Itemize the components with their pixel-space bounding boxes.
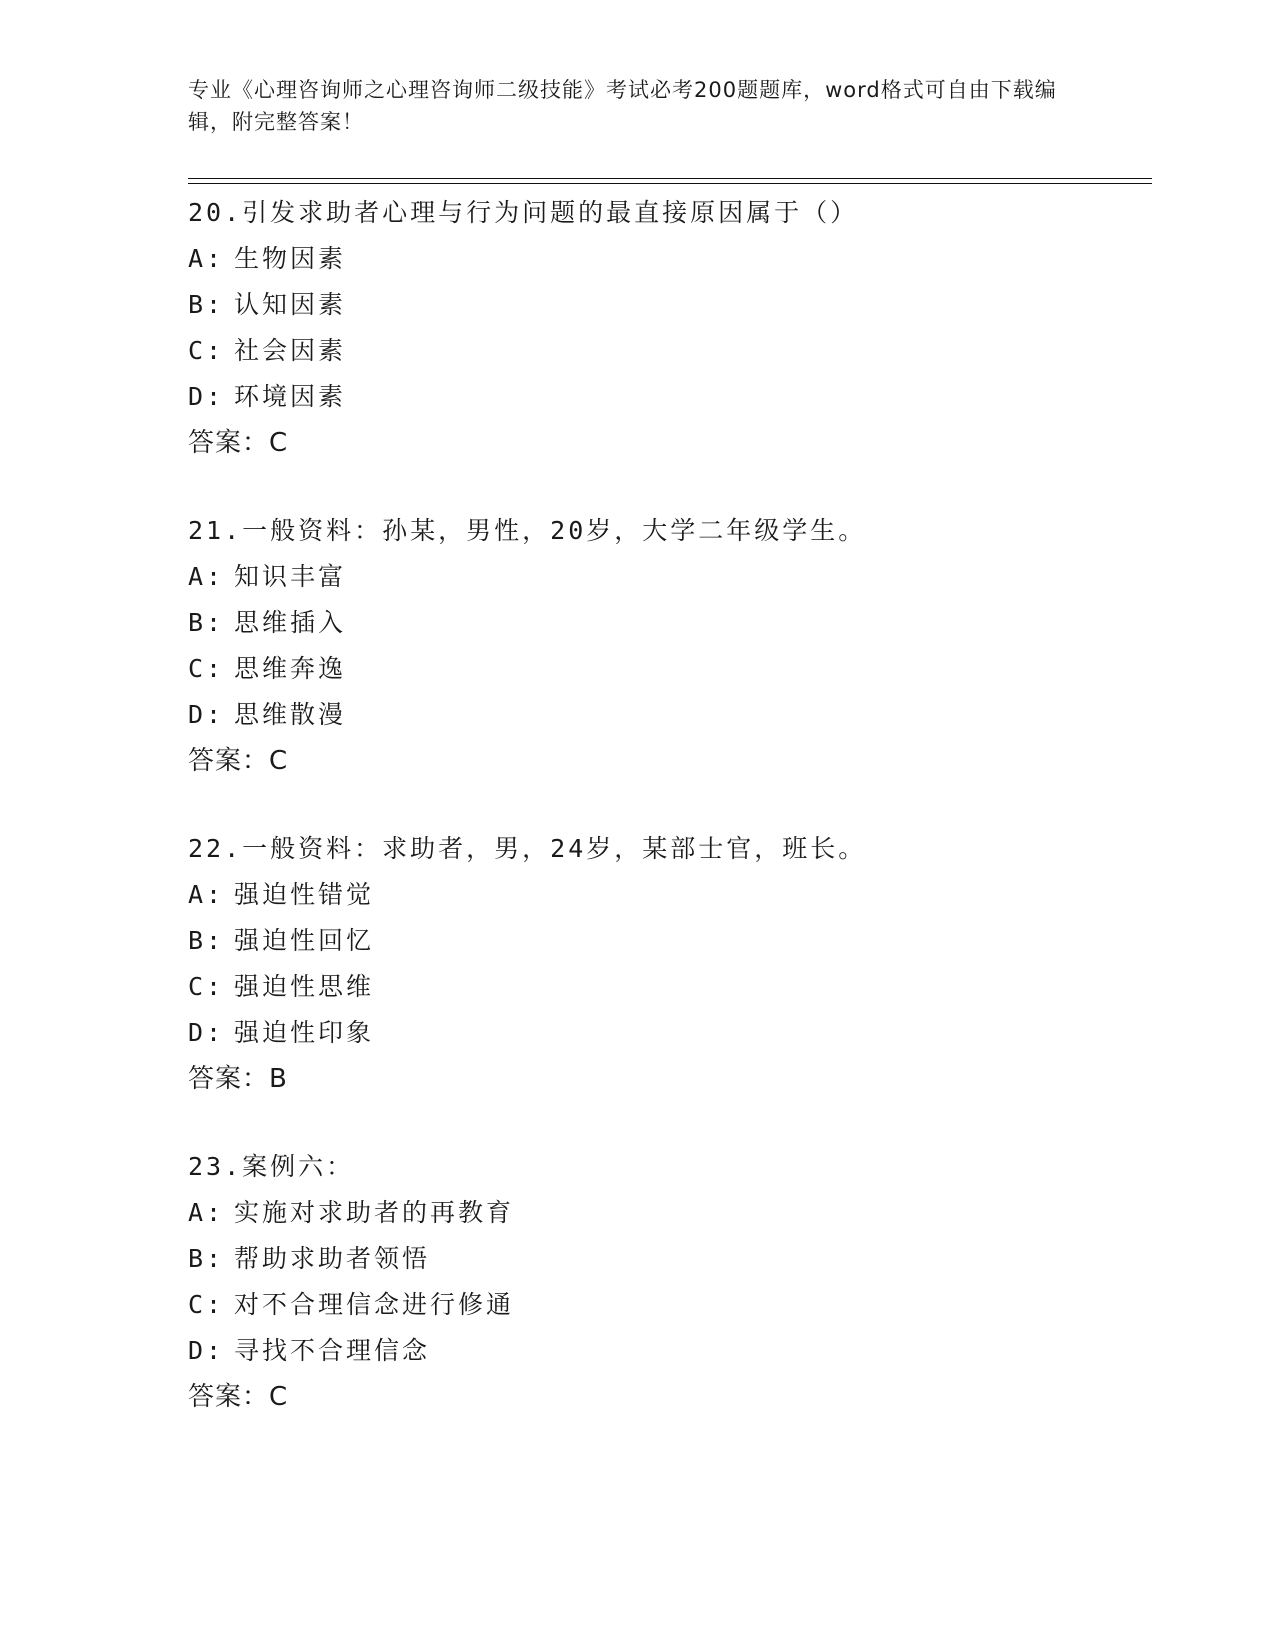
question-stem: 20.引发求助者心理与行为问题的最直接原因属于（）	[188, 198, 859, 227]
option-text: 帮助求助者领悟	[234, 1244, 431, 1273]
option-key: A:	[188, 880, 225, 909]
option-key: D:	[188, 382, 225, 411]
option-text: 强迫性印象	[234, 1018, 375, 1047]
option-key: D:	[188, 700, 225, 729]
option-text: 环境因素	[234, 382, 347, 411]
option-text: 生物因素	[234, 244, 347, 273]
option-c	[188, 646, 1152, 692]
document-header: 专业《心理咨询师之心理咨询师二级技能》考试必考200题题库，word格式可自由下载编辑，附完整答案！	[188, 78, 1057, 134]
option-key: D:	[188, 1018, 225, 1047]
option-d	[188, 692, 1152, 738]
header-divider-top	[188, 178, 1152, 179]
option-text: 思维散漫	[234, 700, 347, 729]
option-text: 强迫性回忆	[234, 926, 375, 955]
option-text: 对不合理信念进行修通	[234, 1290, 515, 1319]
question-list	[188, 190, 1152, 1462]
question-stem: 21.一般资料：孙某，男性，20岁，大学二年级学生。	[188, 516, 867, 545]
option-d	[188, 1010, 1152, 1056]
option-key: C:	[188, 336, 225, 365]
option-text: 社会因素	[234, 336, 347, 365]
option-c	[188, 1282, 1152, 1328]
option-key: B:	[188, 290, 225, 319]
option-b	[188, 1236, 1152, 1282]
option-key: C:	[188, 654, 225, 683]
option-key: D:	[188, 1336, 225, 1365]
option-text: 强迫性错觉	[234, 880, 375, 909]
question-21	[188, 508, 1152, 784]
option-key: C:	[188, 972, 225, 1001]
option-c	[188, 964, 1152, 1010]
option-text: 寻找不合理信念	[234, 1336, 431, 1365]
option-d	[188, 1328, 1152, 1374]
question-22	[188, 826, 1152, 1102]
option-c	[188, 328, 1152, 374]
option-a	[188, 554, 1152, 600]
option-key: B:	[188, 926, 225, 955]
question-stem: 23.案例六：	[188, 1152, 355, 1181]
answer-line: 答案：C	[188, 428, 289, 458]
option-text: 实施对求助者的再教育	[234, 1198, 515, 1227]
option-key: A:	[188, 562, 225, 591]
option-b	[188, 600, 1152, 646]
answer-line: 答案：B	[188, 1064, 288, 1094]
question-stem: 22.一般资料：求助者，男，24岁，某部士官，班长。	[188, 834, 867, 863]
option-text: 认知因素	[234, 290, 347, 319]
option-key: A:	[188, 1198, 225, 1227]
question-20	[188, 190, 1152, 466]
option-a	[188, 1190, 1152, 1236]
option-key: B:	[188, 608, 225, 637]
option-text: 思维奔逸	[234, 654, 347, 683]
answer-line: 答案：C	[188, 1382, 289, 1412]
option-text: 强迫性思维	[234, 972, 375, 1001]
option-a	[188, 872, 1152, 918]
option-d	[188, 374, 1152, 420]
option-a	[188, 236, 1152, 282]
option-text: 思维插入	[234, 608, 347, 637]
option-key: B:	[188, 1244, 225, 1273]
answer-line: 答案：C	[188, 746, 289, 776]
option-b	[188, 282, 1152, 328]
option-key: C:	[188, 1290, 225, 1319]
option-text: 知识丰富	[234, 562, 347, 591]
option-b	[188, 918, 1152, 964]
question-23	[188, 1144, 1152, 1420]
header-divider-bottom	[188, 183, 1152, 184]
option-key: A:	[188, 244, 225, 273]
